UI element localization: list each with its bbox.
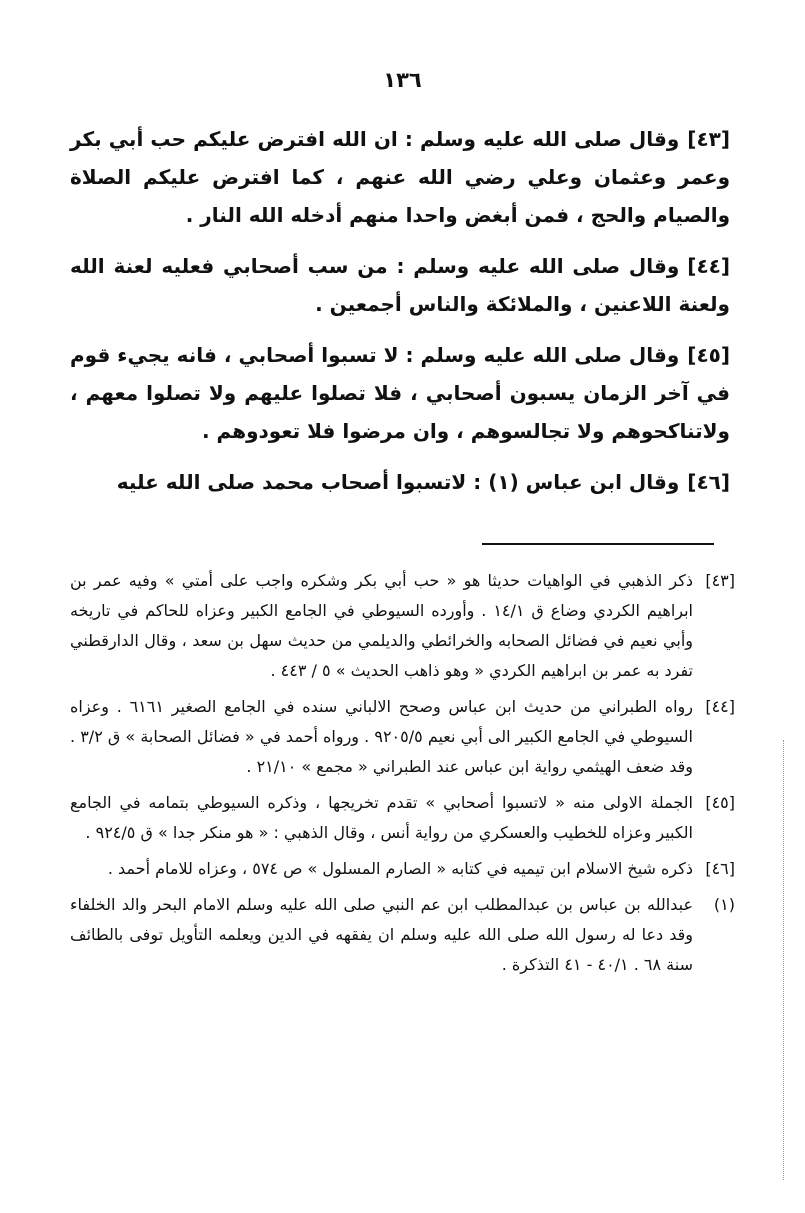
footnote-43 bbox=[70, 566, 735, 686]
paragraph-44 bbox=[70, 247, 730, 323]
footnote-text: عبدالله بن عباس بن عبدالمطلب ابن عم النبي صلى الله عليه وسلم الامام البحر والد الخلفاء وقد دعا له رسول الله صلى الله عليه وسلم ان يفقهه في الدين ويعلمه التأويل توفى بالطائف سنة ٦٨ . ٤٠/١ - ٤١ التذكرة . bbox=[70, 895, 693, 974]
paragraph-46 bbox=[70, 463, 730, 501]
footnote-text: الجملة الاولى منه « لاتسبوا أصحابي » تقدم تخريجها ، وذكره السيوطي بتمامه في الجامع الكبير وعزاه للخطيب والعسكري من رواية أنس ، وقال الذهبي : « هو منكر جدا » ق ٩٢٤/٥ . bbox=[70, 793, 693, 842]
paragraph-text: وقال صلى الله عليه وسلم : لا تسبوا أصحابي ، فانه يجيء قوم في آخر الزمان يسبون أصحابي ، فلا تصلوا عليهم ولا تصلوا معهم ، ولاتناكحوهم ولا تجالسوهم ، وان مرضوا فلا تعودوهم . bbox=[70, 343, 730, 443]
footnote-46 bbox=[70, 854, 735, 884]
footnotes bbox=[70, 566, 735, 986]
paragraph-text: وقال ابن عباس (١) : لاتسبوا أصحاب محمد صلى الله عليه bbox=[116, 470, 680, 494]
footnote-1 bbox=[70, 890, 735, 980]
footnote-text: ذكره شيخ الاسلام ابن تيميه في كتابه « الصارم المسلول » ص ٥٧٤ ، وعزاه للامام أحمد . bbox=[107, 859, 693, 878]
footnote-text: ذكر الذهبي في الواهيات حديثا هو « حب أبي بكر وشكره واجب على أمتي » وفيه عمر بن ابراهيم الكردي وضاع ق ١٤/١ . وأورده السيوطي في الجامع الكبير وعزاه للحاكم في تاريخه وأبي نعيم في فضائل الصحابه والخرائطي والديلمي من حديث سهل بن سعد ، وقال الدارقطني تفرد به عمر بن ابراهيم الكردي « وهو ذاهب الحديث » ٥ / ٤٤٣ . bbox=[70, 571, 693, 680]
main-text bbox=[70, 120, 730, 501]
paragraph-text: وقال صلى الله عليه وسلم : من سب أصحابي فعليه لعنة الله ولعنة اللاعنين ، والملائكة والناس أجمعين . bbox=[70, 254, 730, 316]
paragraph-45 bbox=[70, 336, 730, 450]
scan-dotted-edge bbox=[783, 740, 784, 1180]
footnote-text: رواه الطبراني من حديث ابن عباس وصحح الالباني سنده في الجامع الصغير ٦١٦١ . وعزاه السيوطي في الجامع الكبير الى أبي نعيم ٩٢٠٥/٥ . ورواه أحمد في « فضائل الصحابة » ق ٣/٢ . وقد ضعف الهيثمي رواية ابن عباس عند الطبراني « مجمع » ٢١/١٠ . bbox=[70, 697, 694, 776]
paragraph-number: [٤٦] bbox=[687, 470, 730, 494]
footnote-number: [٤٦] bbox=[705, 859, 735, 878]
footnote-45 bbox=[70, 788, 735, 848]
paragraph-number: [٤٥] bbox=[687, 343, 730, 367]
footnote-separator bbox=[482, 543, 714, 545]
footnote-44 bbox=[70, 692, 735, 782]
footnote-number: [٤٣] bbox=[705, 571, 735, 590]
paragraph-number: [٤٤] bbox=[687, 254, 730, 278]
footnote-number: [٤٤] bbox=[705, 697, 735, 716]
paragraph-number: [٤٣] bbox=[687, 127, 730, 151]
paragraph-43 bbox=[70, 120, 730, 234]
footnote-number: (١) bbox=[713, 895, 735, 914]
page-number: ١٣٦ bbox=[383, 68, 422, 92]
footnote-number: [٤٥] bbox=[705, 793, 735, 812]
paragraph-text: وقال صلى الله عليه وسلم : ان الله افترض عليكم حب أبي بكر وعمر وعثمان وعلي رضي الله عنهم ، كما افترض عليكم الصلاة والصيام والحج ، فمن أبغض واحدا منهم أدخله الله النار . bbox=[70, 127, 730, 227]
